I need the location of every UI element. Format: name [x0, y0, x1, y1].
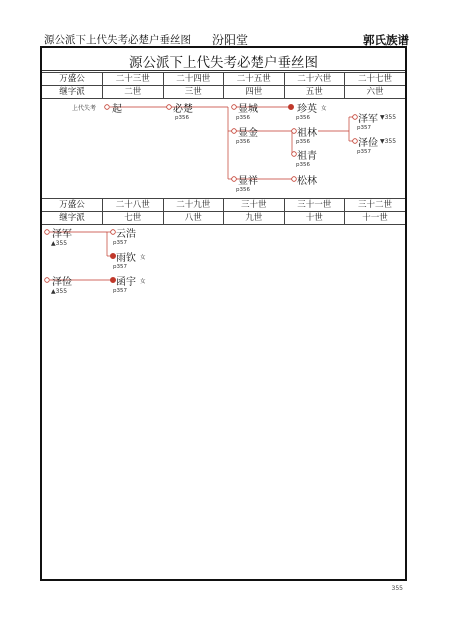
page-ref: p356	[236, 139, 250, 145]
person-zejun: 泽军	[358, 114, 378, 125]
node-marker	[45, 230, 50, 235]
cross-ref: ▲355	[51, 240, 68, 247]
female-node-marker	[110, 277, 115, 282]
person-yuqin: 雨钦	[116, 253, 136, 264]
gen-cell: 二十七世	[345, 73, 406, 86]
page-ref: p356	[296, 115, 310, 121]
page-ref: p356	[296, 139, 310, 145]
person-zejian: 泽俭	[52, 277, 72, 288]
page-ref: p356	[296, 162, 310, 168]
page-ref: p357	[113, 264, 127, 270]
gen-cell: 二十四世	[163, 73, 224, 86]
cross-ref: ▼355	[380, 114, 397, 121]
node-marker	[292, 152, 297, 157]
person-zulin: 祖林	[297, 128, 317, 139]
node-marker	[353, 115, 358, 120]
node-marker	[105, 105, 110, 110]
node-marker	[232, 105, 237, 110]
gen-cell: 继字派	[42, 86, 103, 99]
gen-cell: 十世	[284, 212, 345, 225]
chart-title: 源公派下上代失考必楚户垂丝图	[129, 55, 318, 71]
gen-cell: 二十八世	[103, 199, 164, 212]
person-bichu: 必楚	[173, 104, 193, 115]
gen-cell: 二世	[103, 86, 164, 99]
node-marker	[353, 139, 358, 144]
page-ref: p357	[113, 240, 127, 246]
cross-ref: ▲355	[51, 288, 68, 295]
gen-cell: 八世	[163, 212, 224, 225]
page-ref: p357	[357, 125, 371, 131]
person-songlin: 松林	[297, 176, 317, 187]
page-ref: p356	[236, 187, 250, 193]
gen-cell: 二十六世	[284, 73, 345, 86]
node-marker	[292, 177, 297, 182]
person-qi: 起	[112, 104, 122, 115]
person-zhenying: 珍英	[297, 104, 317, 115]
female-node-marker	[288, 104, 293, 109]
header-book-title: 郭氏族谱	[363, 33, 409, 47]
person-zejun: 泽军	[52, 229, 72, 240]
person-hanyu: 函宇	[116, 277, 136, 288]
gen-cell: 万盛公	[42, 73, 103, 86]
gen-cell: 四世	[224, 86, 285, 99]
gen-cell: 五世	[284, 86, 345, 99]
gen-cell: 继字派	[42, 212, 103, 225]
female-tag: 女	[321, 106, 327, 112]
header-hall-name: 汾阳堂	[212, 33, 249, 47]
female-tag: 女	[140, 255, 146, 261]
gen-cell: 二十九世	[163, 199, 224, 212]
gen-cell: 三十世	[224, 199, 285, 212]
gen-cell: 七世	[103, 212, 164, 225]
gen-cell: 三十二世	[345, 199, 406, 212]
gen-cell: 三世	[163, 86, 224, 99]
person-zejian: 泽俭	[358, 138, 378, 149]
node-marker	[45, 278, 50, 283]
lineage-connectors	[42, 48, 405, 579]
page-ref: p357	[113, 288, 127, 294]
gen-cell: 九世	[224, 212, 285, 225]
page-ref: p357	[357, 149, 371, 155]
female-tag: 女	[140, 279, 146, 285]
female-node-marker	[110, 253, 115, 258]
gen-cell: 二十五世	[224, 73, 285, 86]
person-xianjin: 显金	[238, 128, 258, 139]
person-xianxiang: 显祥	[238, 176, 258, 187]
gen-cell: 十一世	[345, 212, 406, 225]
genealogy-frame	[40, 46, 407, 581]
gen-cell: 万盛公	[42, 199, 103, 212]
page-ref: p356	[175, 115, 189, 121]
header-left-title: 源公派下上代失考必楚户垂丝图	[44, 34, 191, 46]
node-marker	[232, 177, 237, 182]
gen-cell: 六世	[345, 86, 406, 99]
node-marker	[167, 105, 172, 110]
node-marker	[292, 129, 297, 134]
cross-ref: ▼355	[380, 138, 397, 145]
ancestor-unknown-note: 上代失考	[72, 105, 97, 112]
person-yunhao: 云浩	[116, 229, 136, 240]
gen-cell: 三十一世	[284, 199, 345, 212]
person-zuqing: 祖青	[297, 151, 317, 162]
page-ref: p356	[236, 115, 250, 121]
page-number: 355	[391, 585, 403, 592]
node-marker	[111, 230, 116, 235]
node-marker	[232, 129, 237, 134]
gen-cell: 二十三世	[103, 73, 164, 86]
person-xiancheng: 显城	[238, 104, 258, 115]
